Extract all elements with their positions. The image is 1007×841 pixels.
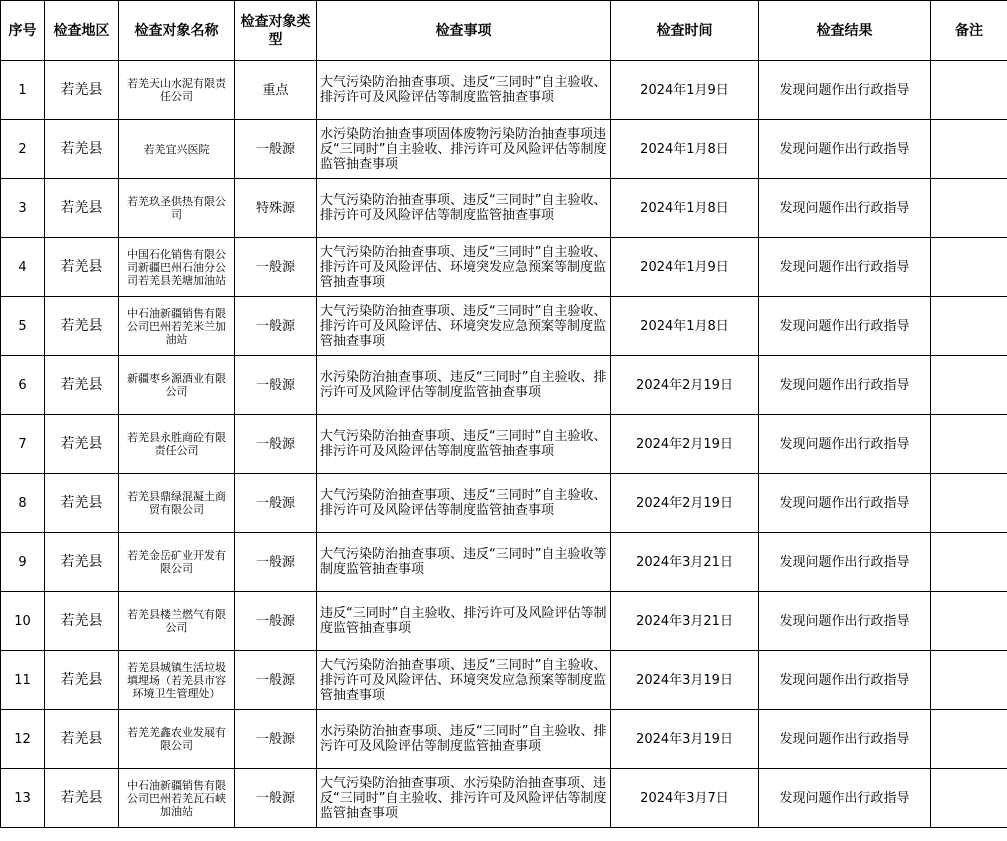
cell-object-name-text: 若羌羌鑫农业发展有限公司: [127, 726, 226, 752]
cell-date: [611, 710, 759, 769]
cell-items: [317, 592, 611, 651]
cell-items: [317, 238, 611, 297]
cell-object-name: [119, 238, 235, 297]
col-header-date: 检查时间: [611, 1, 759, 61]
cell-result: [759, 297, 931, 356]
cell-object-type: [235, 120, 317, 179]
cell-date-text: 2024年3月7日: [640, 790, 729, 806]
cell-items-text: 违反“三同时”自主验收、排污许可及风险评估等制度监管抽查事项: [320, 606, 607, 636]
cell-region-text: 若羌县: [60, 730, 103, 747]
cell-items-text: 水污染防治抽查事项、违反“三同时”自主验收、排污许可及风险评估等制度监管抽查事项: [320, 370, 607, 400]
cell-result-text: 发现问题作出行政指导: [779, 82, 910, 98]
cell-object-type: [235, 533, 317, 592]
cell-date-text: 2024年1月8日: [640, 318, 729, 334]
cell-no-text: 3: [18, 200, 27, 216]
cell-no-text: 1: [18, 82, 27, 98]
cell-region-text: 若羌县: [60, 376, 103, 393]
cell-result-text: 发现问题作出行政指导: [779, 318, 910, 334]
cell-object-type-text: 一般源: [255, 495, 295, 511]
table-row: [1, 769, 1007, 828]
cell-no-text: 10: [14, 613, 31, 629]
cell-items-text: 水污染防治抽查事项固体废物污染防治抽查事项违反“三同时”自主验收、排污许可及风险评估等制度监管抽查事项: [320, 126, 607, 172]
cell-items: [317, 474, 611, 533]
cell-object-name-text: 若羌县城镇生活垃圾填埋场（若羌县市容环境卫生管理处）: [127, 660, 226, 700]
cell-object-name: [119, 474, 235, 533]
cell-result-text: 发现问题作出行政指导: [779, 613, 910, 629]
cell-object-name-text: 若羌县永胜商砼有限责任公司: [127, 431, 226, 457]
cell-object-type-text: 一般源: [255, 613, 295, 629]
cell-result: [759, 61, 931, 120]
cell-object-name: [119, 297, 235, 356]
cell-region: [45, 61, 119, 120]
cell-date: [611, 769, 759, 828]
cell-note: [931, 238, 1007, 297]
cell-items-text: 大气污染防治抽查事项、违反“三同时”自主验收等制度监管抽查事项: [320, 547, 607, 577]
cell-result-text: 发现问题作出行政指导: [779, 377, 910, 393]
cell-date-text: 2024年2月19日: [636, 436, 733, 452]
cell-region: [45, 297, 119, 356]
cell-object-name-text: 若羌县鼎绿混凝土商贸有限公司: [127, 490, 226, 516]
cell-date: [611, 474, 759, 533]
cell-object-type-text: 一般源: [255, 436, 295, 452]
cell-items-text: 大气污染防治抽查事项、违反“三同时”自主验收、排污许可及风险评估等制度监管抽查事项: [320, 488, 607, 518]
cell-object-type-text: 一般源: [255, 259, 295, 275]
cell-result: [759, 120, 931, 179]
cell-date: [611, 297, 759, 356]
cell-no: [1, 769, 45, 828]
cell-result: [759, 651, 931, 710]
cell-object-type-text: 一般源: [255, 318, 295, 334]
cell-region-text: 若羌县: [60, 612, 103, 629]
cell-date-text: 2024年3月19日: [636, 731, 733, 747]
cell-result-text: 发现问题作出行政指导: [779, 436, 910, 452]
cell-no: [1, 592, 45, 651]
cell-items-text: 大气污染防治抽查事项、违反“三同时”自主验收、排污许可及风险评估等制度监管抽查事项: [320, 75, 607, 105]
col-header-name: 检查对象名称: [119, 1, 235, 61]
cell-note: [931, 474, 1007, 533]
cell-date: [611, 61, 759, 120]
col-header-note: 备注: [931, 1, 1007, 61]
cell-items-text: 大气污染防治抽查事项、违反“三同时”自主验收、排污许可及风险评估、环境突发应急预案等制度监管抽查事项: [320, 244, 607, 290]
cell-no: [1, 238, 45, 297]
cell-date: [611, 238, 759, 297]
cell-region: [45, 415, 119, 474]
cell-date-text: 2024年1月8日: [640, 200, 729, 216]
cell-items: [317, 533, 611, 592]
table-row: [1, 592, 1007, 651]
cell-items-text: 大气污染防治抽查事项、违反“三同时”自主验收、排污许可及风险评估等制度监管抽查事项: [320, 429, 607, 459]
cell-result-text: 发现问题作出行政指导: [779, 259, 910, 275]
cell-region: [45, 533, 119, 592]
cell-object-type-text: 一般源: [255, 672, 295, 688]
cell-date: [611, 592, 759, 651]
cell-region-text: 若羌县: [60, 671, 103, 688]
cell-object-type: [235, 297, 317, 356]
cell-no: [1, 179, 45, 238]
cell-no: [1, 474, 45, 533]
cell-object-type: [235, 651, 317, 710]
cell-note: [931, 61, 1007, 120]
cell-region: [45, 651, 119, 710]
cell-region-text: 若羌县: [60, 317, 103, 334]
cell-date: [611, 415, 759, 474]
cell-no-text: 13: [14, 790, 31, 806]
cell-object-type: [235, 474, 317, 533]
cell-object-name: [119, 592, 235, 651]
cell-result: [759, 592, 931, 651]
cell-object-type: [235, 710, 317, 769]
col-header-type: 检查对象类型: [235, 1, 317, 61]
cell-result: [759, 474, 931, 533]
cell-date: [611, 533, 759, 592]
cell-region: [45, 474, 119, 533]
cell-no-text: 7: [18, 436, 27, 452]
cell-items-text: 水污染防治抽查事项、违反“三同时”自主验收、排污许可及风险评估等制度监管抽查事项: [320, 724, 607, 754]
cell-items: [317, 179, 611, 238]
cell-object-name-text: 若羌宜兴医院: [143, 142, 210, 156]
cell-items: [317, 356, 611, 415]
cell-object-name: [119, 651, 235, 710]
cell-items: [317, 415, 611, 474]
cell-region-text: 若羌县: [60, 789, 103, 806]
cell-result-text: 发现问题作出行政指导: [779, 790, 910, 806]
cell-object-name: [119, 769, 235, 828]
cell-result-text: 发现问题作出行政指导: [779, 731, 910, 747]
cell-region-text: 若羌县: [60, 494, 103, 511]
cell-object-name: [119, 179, 235, 238]
table-row: [1, 297, 1007, 356]
table-row: [1, 651, 1007, 710]
header-row: [1, 1, 1007, 61]
col-header-result: 检查结果: [759, 1, 931, 61]
table-row: [1, 474, 1007, 533]
cell-date-text: 2024年2月19日: [636, 377, 733, 393]
cell-object-name: [119, 120, 235, 179]
cell-region: [45, 238, 119, 297]
cell-items: [317, 710, 611, 769]
cell-object-name: [119, 533, 235, 592]
cell-note: [931, 297, 1007, 356]
cell-items: [317, 297, 611, 356]
cell-result-text: 发现问题作出行政指导: [779, 495, 910, 511]
cell-region-text: 若羌县: [60, 140, 103, 157]
cell-object-name: [119, 61, 235, 120]
cell-object-type: [235, 61, 317, 120]
table-row: [1, 238, 1007, 297]
cell-region: [45, 179, 119, 238]
cell-date: [611, 120, 759, 179]
cell-region-text: 若羌县: [60, 199, 103, 216]
cell-items-text: 大气污染防治抽查事项、违反“三同时”自主验收、排污许可及风险评估等制度监管抽查事项: [320, 193, 607, 223]
cell-object-name: [119, 710, 235, 769]
cell-date-text: 2024年3月21日: [636, 613, 733, 629]
cell-result: [759, 710, 931, 769]
cell-result-text: 发现问题作出行政指导: [779, 554, 910, 570]
cell-result-text: 发现问题作出行政指导: [779, 672, 910, 688]
cell-region-text: 若羌县: [60, 81, 103, 98]
cell-object-type-text: 特殊源: [255, 200, 295, 216]
cell-no-text: 8: [18, 495, 27, 511]
table-row: [1, 356, 1007, 415]
cell-no-text: 5: [18, 318, 27, 334]
cell-region: [45, 592, 119, 651]
cell-object-name-text: 若羌天山水泥有限责任公司: [127, 77, 226, 103]
cell-result-text: 发现问题作出行政指导: [779, 141, 910, 157]
cell-note: [931, 415, 1007, 474]
cell-items: [317, 651, 611, 710]
col-header-region: 检查地区: [45, 1, 119, 61]
cell-date-text: 2024年1月9日: [640, 82, 729, 98]
cell-object-type-text: 一般源: [255, 377, 295, 393]
col-header-items: 检查事项: [317, 1, 611, 61]
cell-no: [1, 297, 45, 356]
cell-result-text: 发现问题作出行政指导: [779, 200, 910, 216]
cell-items: [317, 120, 611, 179]
cell-no: [1, 415, 45, 474]
cell-note: [931, 592, 1007, 651]
cell-object-type: [235, 415, 317, 474]
cell-object-type-text: 重点: [262, 82, 289, 98]
cell-note: [931, 769, 1007, 828]
cell-object-type: [235, 356, 317, 415]
cell-object-name: [119, 356, 235, 415]
cell-items: [317, 769, 611, 828]
cell-items-text: 大气污染防治抽查事项、违反“三同时”自主验收、排污许可及风险评估、环境突发应急预案等制度监管抽查事项: [320, 303, 607, 349]
cell-no: [1, 61, 45, 120]
cell-items-text: 大气污染防治抽查事项、水污染防治抽查事项、违反“三同时”自主验收、排污许可及风险评估等制度监管抽查事项: [320, 775, 607, 821]
cell-no-text: 11: [14, 672, 31, 688]
cell-object-name-text: 若羌玖圣供热有限公司: [127, 195, 226, 221]
cell-no: [1, 356, 45, 415]
table-row: [1, 710, 1007, 769]
cell-no-text: 4: [18, 259, 27, 275]
table-body: [1, 61, 1007, 828]
cell-note: [931, 651, 1007, 710]
cell-object-name-text: 中石油新疆销售有限公司巴州若羌瓦石峡加油站: [127, 778, 226, 818]
cell-object-type: [235, 592, 317, 651]
cell-items-text: 大气污染防治抽查事项、违反“三同时”自主验收、排污许可及风险评估、环境突发应急预案等制度监管抽查事项: [320, 657, 607, 703]
cell-date: [611, 356, 759, 415]
cell-no: [1, 651, 45, 710]
cell-object-name-text: 新疆枣乡源酒业有限公司: [127, 372, 226, 398]
cell-date-text: 2024年3月19日: [636, 672, 733, 688]
cell-object-name-text: 中石油新疆销售有限公司巴州若羌米兰加油站: [127, 306, 226, 346]
cell-region: [45, 710, 119, 769]
cell-date: [611, 179, 759, 238]
cell-region-text: 若羌县: [60, 258, 103, 275]
cell-object-type-text: 一般源: [255, 141, 295, 157]
cell-no-text: 6: [18, 377, 27, 393]
cell-object-name: [119, 415, 235, 474]
cell-object-type-text: 一般源: [255, 790, 295, 806]
cell-result: [759, 238, 931, 297]
cell-no-text: 9: [18, 554, 27, 570]
cell-date-text: 2024年2月19日: [636, 495, 733, 511]
cell-date-text: 2024年3月21日: [636, 554, 733, 570]
cell-note: [931, 120, 1007, 179]
cell-region-text: 若羌县: [60, 435, 103, 452]
cell-no: [1, 120, 45, 179]
cell-note: [931, 179, 1007, 238]
cell-object-name-text: 若羌县楼兰燃气有限公司: [127, 608, 226, 634]
cell-region: [45, 356, 119, 415]
table-row: [1, 120, 1007, 179]
cell-result: [759, 415, 931, 474]
cell-date: [611, 651, 759, 710]
cell-object-name-text: 若羌金岳矿业开发有限公司: [127, 549, 226, 575]
table-row: [1, 415, 1007, 474]
cell-no: [1, 710, 45, 769]
cell-object-name-text: 中国石化销售有限公司新疆巴州石油分公司若羌县羌塘加油站: [127, 247, 226, 287]
cell-note: [931, 533, 1007, 592]
cell-date-text: 2024年1月9日: [640, 259, 729, 275]
cell-region-text: 若羌县: [60, 553, 103, 570]
cell-note: [931, 710, 1007, 769]
cell-no-text: 12: [14, 731, 31, 747]
cell-no-text: 2: [18, 141, 27, 157]
table-row: [1, 61, 1007, 120]
cell-result: [759, 533, 931, 592]
col-header-no: 序号: [1, 1, 45, 61]
cell-object-type-text: 一般源: [255, 554, 295, 570]
cell-result: [759, 179, 931, 238]
cell-note: [931, 356, 1007, 415]
cell-object-type: [235, 179, 317, 238]
cell-result: [759, 356, 931, 415]
cell-object-type-text: 一般源: [255, 731, 295, 747]
cell-object-type: [235, 769, 317, 828]
cell-region: [45, 120, 119, 179]
cell-region: [45, 769, 119, 828]
cell-object-type: [235, 238, 317, 297]
cell-no: [1, 533, 45, 592]
cell-result: [759, 769, 931, 828]
cell-items: [317, 61, 611, 120]
cell-date-text: 2024年1月8日: [640, 141, 729, 157]
table-row: [1, 533, 1007, 592]
table-row: [1, 179, 1007, 238]
